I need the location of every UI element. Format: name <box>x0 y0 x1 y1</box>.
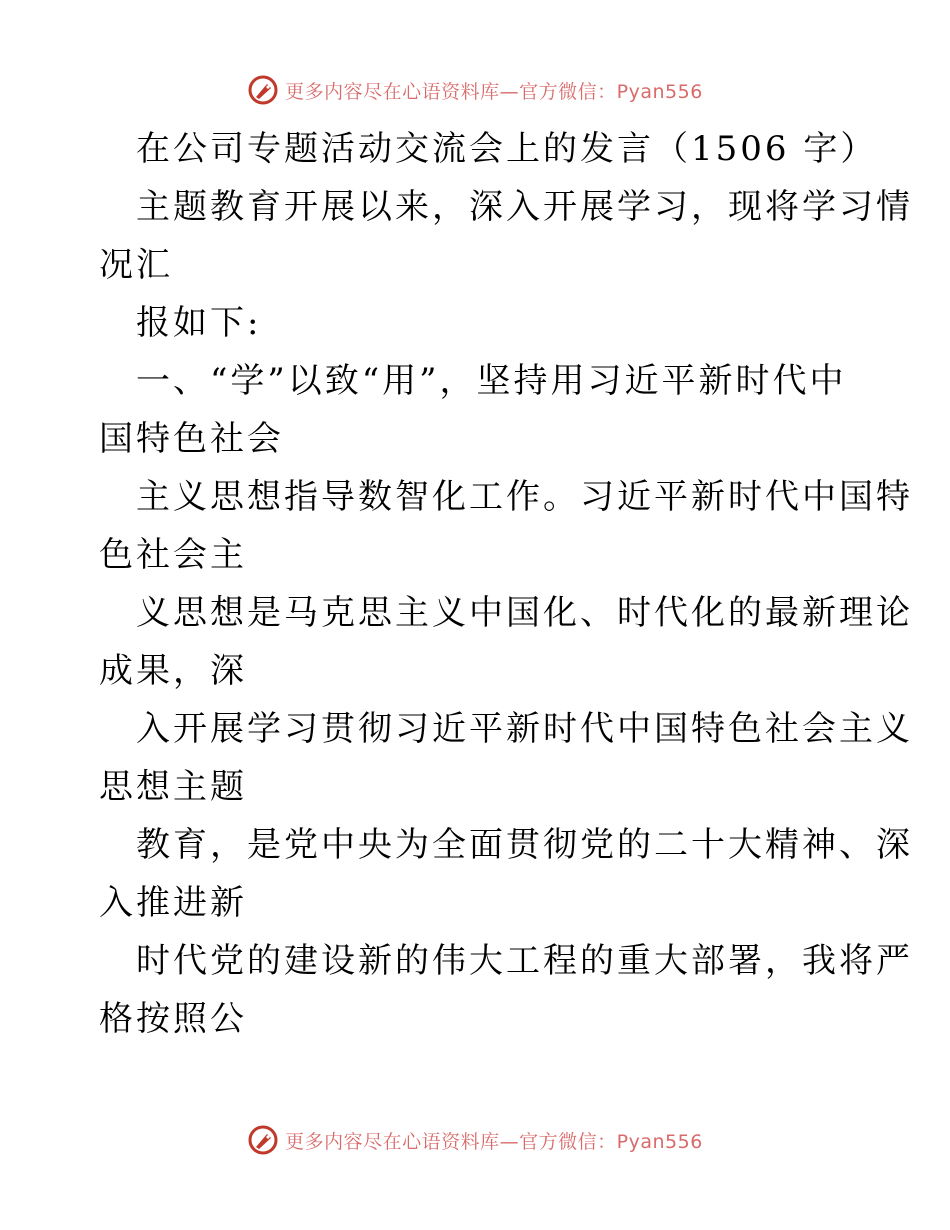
doc-line: 一、“学”以致“用”，坚持用习近平新时代中 <box>136 361 847 401</box>
doc-line: 主义思想指导数智化工作。习近平新时代中国特 <box>136 477 913 517</box>
doc-line: 色社会主 <box>99 535 247 575</box>
pen-nib-logo-icon <box>247 1124 279 1156</box>
doc-line: 报如下: <box>136 303 262 343</box>
pen-nib-logo-icon <box>247 74 279 106</box>
doc-line: 思想主题 <box>99 767 247 807</box>
doc-line: 义思想是马克思主义中国化、时代化的最新理论 <box>136 593 913 633</box>
doc-line: 国特色社会 <box>99 419 284 459</box>
doc-line: 在公司专题活动交流会上的发言（1506 字） <box>136 129 878 169</box>
header-banner-text: 更多内容尽在心语资料库—官方微信：Pyan556 <box>285 80 703 103</box>
doc-line: 主题教育开展以来，深入开展学习，现将学习情 <box>136 187 913 227</box>
doc-line: 入推进新 <box>99 883 247 923</box>
doc-line: 格按照公 <box>99 999 247 1039</box>
doc-line: 况汇 <box>99 245 173 285</box>
doc-line: 教育，是党中央为全面贯彻党的二十大精神、深 <box>136 825 913 865</box>
document-body <box>99 120 913 1048</box>
footer-banner-text: 更多内容尽在心语资料库—官方微信：Pyan556 <box>285 1130 703 1153</box>
header-banner <box>0 70 950 110</box>
doc-line: 成果，深 <box>99 651 247 691</box>
doc-line: 入开展学习贯彻习近平新时代中国特色社会主义 <box>136 709 913 749</box>
footer-banner <box>0 1120 950 1160</box>
doc-line: 时代党的建设新的伟大工程的重大部署，我将严 <box>136 941 913 981</box>
